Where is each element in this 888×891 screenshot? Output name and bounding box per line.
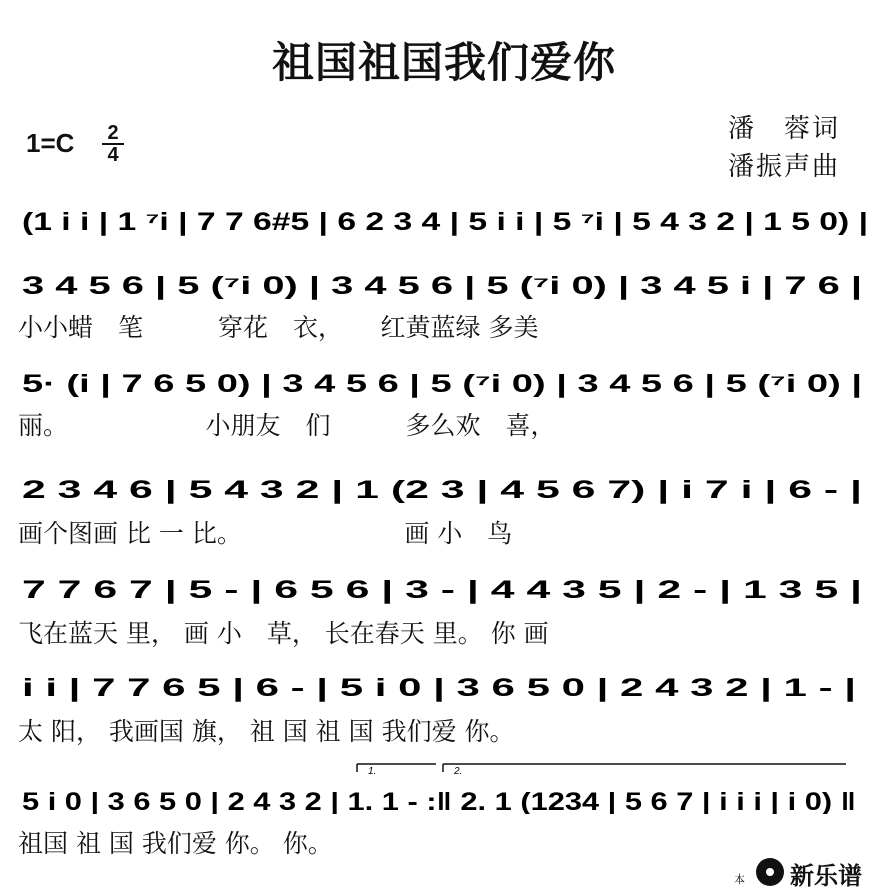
notation-line	[0, 758, 888, 814]
score-row-2	[0, 270, 888, 370]
notation-text: 7 7 6 7 | 5 - | 6 5 6 | 3 - | 4 4 3 5 | 2 - | 1 3 5 |	[22, 576, 862, 604]
logo-prefix: 本	[734, 873, 745, 886]
volta-second: 2.	[454, 766, 463, 777]
lyricist-credit: 潘 蓉词	[728, 114, 841, 144]
song-title: 祖国祖国我们爱你	[271, 38, 616, 87]
lyric-line: 太 阳， 我画国 旗， 祖 国 祖 国 我们爱 你。	[18, 717, 515, 746]
key-signature: 1=C	[26, 128, 75, 158]
score-row-7	[0, 758, 888, 858]
lyric-line: 祖国 祖 国 我们爱 你。 你。	[18, 829, 333, 858]
site-logo	[734, 856, 884, 888]
notation-text: 2 3 4 6 | 5 4 3 2 | 1 (2 3 | 4 5 6 7) | i 7 i | 6 - |	[22, 476, 862, 504]
notation-svg	[0, 758, 888, 814]
lyric-line: 小小蜡 笔 穿花 衣， 红黄蓝绿 多美	[18, 313, 539, 342]
meter-top: 2	[107, 122, 119, 144]
score-row-4	[0, 474, 888, 574]
notation-text: 3 4 5 6 | 5 (⁷i 0) | 3 4 5 6 | 5 (⁷i 0) | 3 4 5 i | 7 6 |	[22, 272, 862, 300]
meter-bottom: 4	[107, 144, 119, 166]
score-row-3	[0, 368, 888, 468]
record-disc-icon	[756, 858, 784, 886]
lyric-line: 画个图画 比 一 比。 画 小 鸟	[18, 519, 513, 548]
notation-text: 5 i 0 | 3 6 5 0 | 2 4 3 2 | 1. 1 - :‖ 2. 1 (1234 | 5 6 7 | i i i | i 0) ‖	[22, 788, 856, 814]
lyric-line: 丽。 小朋友 们 多么欢 喜，	[18, 411, 556, 440]
notation-svg	[0, 200, 888, 256]
score-row-5	[0, 574, 888, 674]
notation-text: i i | 7 7 6 5 | 6 - | 5 i 0 | 3 6 5 0 | 2 4 3 2 | 1 - |	[22, 674, 856, 702]
lyric-line: 飞在蓝天 里， 画 小 草， 长在春天 里。 你 画	[18, 619, 549, 648]
score-row-6	[0, 672, 888, 772]
notation-line	[0, 200, 888, 256]
volta-first: 1.	[368, 766, 377, 777]
notation-text: 5· (i | 7 6 5 0) | 3 4 5 6 | 5 (⁷i 0) | 3 4 5 6 | 5 (⁷i 0) |	[22, 370, 862, 398]
logo-name: 新乐谱	[790, 862, 862, 890]
time-signature	[102, 124, 124, 164]
notation-text: (1 i i | 1 ⁷i | 7 7 6#5 | 6 2 3 4 | 5 i i | 5 ⁷i | 5 4 3 2 | 1 5 0) |	[22, 208, 869, 236]
composer-credit: 潘振声曲	[728, 152, 841, 182]
